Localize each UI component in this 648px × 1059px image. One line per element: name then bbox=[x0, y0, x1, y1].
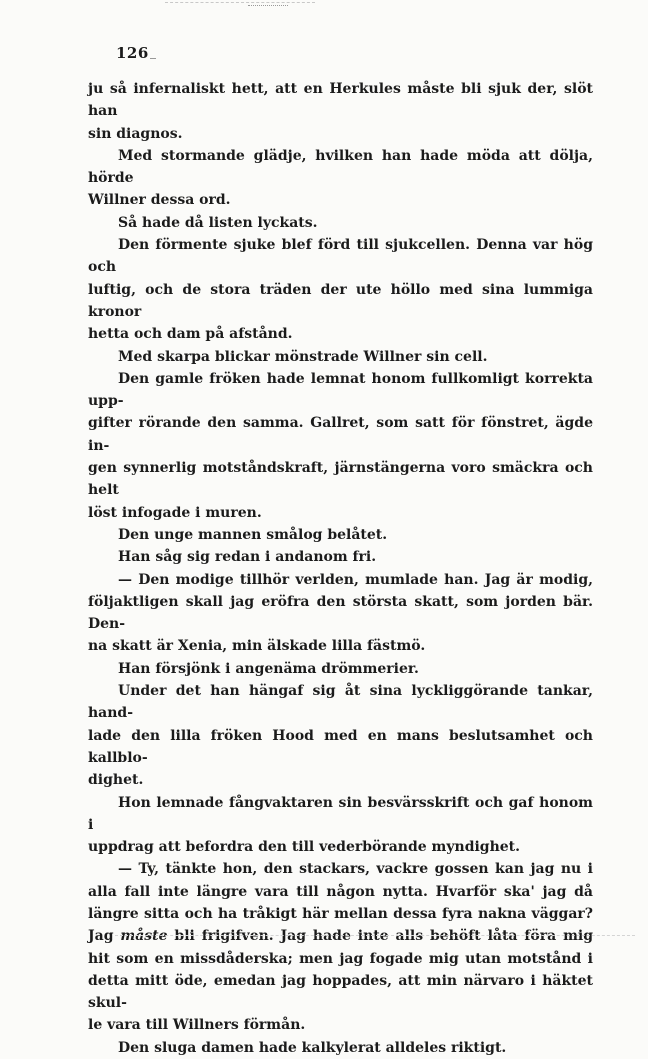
top-edge-line bbox=[165, 2, 315, 4]
text-line: gifter rörande den samma. Gallret, som satt för fönstret, ägde in- bbox=[88, 415, 593, 454]
paragraph bbox=[88, 78, 593, 145]
text-line: Den sluga damen hade kalkylerat alldeles riktigt. bbox=[118, 1039, 507, 1056]
text-line: detta mitt öde, emedan jag hoppades, att min närvaro i häktet skul- bbox=[88, 972, 593, 1012]
text-line: Han såg sig redan i andanom fri. bbox=[118, 549, 377, 566]
page-number-mark bbox=[150, 58, 156, 59]
text-line: Den förmente sjuke blef förd till sjukcellen. Denna var hög och bbox=[88, 237, 593, 276]
text-segment: Jag bbox=[88, 928, 121, 945]
text-line: Så hade då listen lyckats. bbox=[118, 214, 318, 231]
paragraph bbox=[88, 524, 593, 546]
paragraph bbox=[88, 858, 593, 1036]
paragraph bbox=[88, 1037, 593, 1059]
text-line: följaktligen skall jag eröfra den största skatt, som jorden bär. Den- bbox=[88, 593, 593, 633]
text-line: Willner dessa ord. bbox=[88, 192, 231, 209]
text-line: Den unge mannen smålog belåtet. bbox=[118, 526, 388, 543]
paragraph bbox=[88, 145, 593, 212]
text-line: gen synnerlig motståndskraft, järnstängerna voro smäckra och helt bbox=[88, 460, 593, 499]
text-line: hetta och dam på afstånd. bbox=[88, 326, 293, 343]
text-line: — Den modige tillhör verlden, mumlade han. Jag är modig, bbox=[118, 571, 593, 588]
emphasized-word: måste bbox=[120, 928, 168, 945]
text-line: Under det han hängaf sig åt sina lyckliggörande tankar, hand- bbox=[88, 683, 593, 722]
text-line: sin diagnos. bbox=[88, 125, 183, 142]
text-segment: bli frigifven. Jag hade inte alls behöft låta föra mig bbox=[167, 928, 594, 945]
text-line: — Ty, tänkte hon, den stackars, vackre gossen kan jag nu i bbox=[118, 861, 593, 878]
top-edge-mark bbox=[248, 0, 288, 6]
text-line: hit som en missdåderska; men jag fogade mig utan motstånd i bbox=[88, 950, 593, 967]
text-line: Hon lemnade fångvaktaren sin besvärsskrift och gaf honom i bbox=[88, 794, 593, 833]
paragraph bbox=[88, 212, 593, 234]
body-text bbox=[88, 78, 593, 1059]
text-line: uppdrag att befordra den till vederbörande myndighet. bbox=[88, 839, 521, 856]
page-number: 126 bbox=[116, 44, 149, 62]
bottom-edge-line bbox=[115, 935, 635, 937]
text-line: luftig, och de stora träden der ute höllo med sina lummiga kronor bbox=[88, 281, 593, 320]
paragraph bbox=[88, 368, 593, 524]
text-line: Med stormande glädje, hvilken han hade möda att dölja, hörde bbox=[88, 147, 593, 187]
text-line: Han försjönk i angenäma drömmerier. bbox=[118, 660, 419, 677]
text-line: alla fall inte längre vara till någon nytta. Hvarför ska' jag då bbox=[88, 883, 593, 900]
paragraph bbox=[88, 658, 593, 680]
paragraph bbox=[88, 569, 593, 658]
paragraph bbox=[88, 346, 593, 368]
paragraph bbox=[88, 546, 593, 568]
text-line: löst infogade i muren. bbox=[88, 504, 262, 521]
text-line: längre sitta och ha tråkigt här mellan dessa fyra nakna väggar? bbox=[88, 905, 593, 922]
paragraph bbox=[88, 680, 593, 791]
text-line: lade den lilla fröken Hood med en mans beslutsamhet och kallblo- bbox=[88, 727, 593, 766]
text-line: Den gamle fröken hade lemnat honom fullkomligt korrekta upp- bbox=[88, 370, 593, 410]
paragraph bbox=[88, 792, 593, 859]
text-line: le vara till Willners förmån. bbox=[88, 1017, 306, 1034]
text-line: Med skarpa blickar mönstrade Willner sin cell. bbox=[118, 348, 488, 365]
text-line: na skatt är Xenia, min älskade lilla fästmö. bbox=[88, 638, 426, 655]
text-line: dighet. bbox=[88, 772, 144, 789]
paragraph bbox=[88, 234, 593, 345]
text-line: ju så infernaliskt hett, att en Herkules måste bli sjuk der, slöt han bbox=[88, 81, 593, 120]
